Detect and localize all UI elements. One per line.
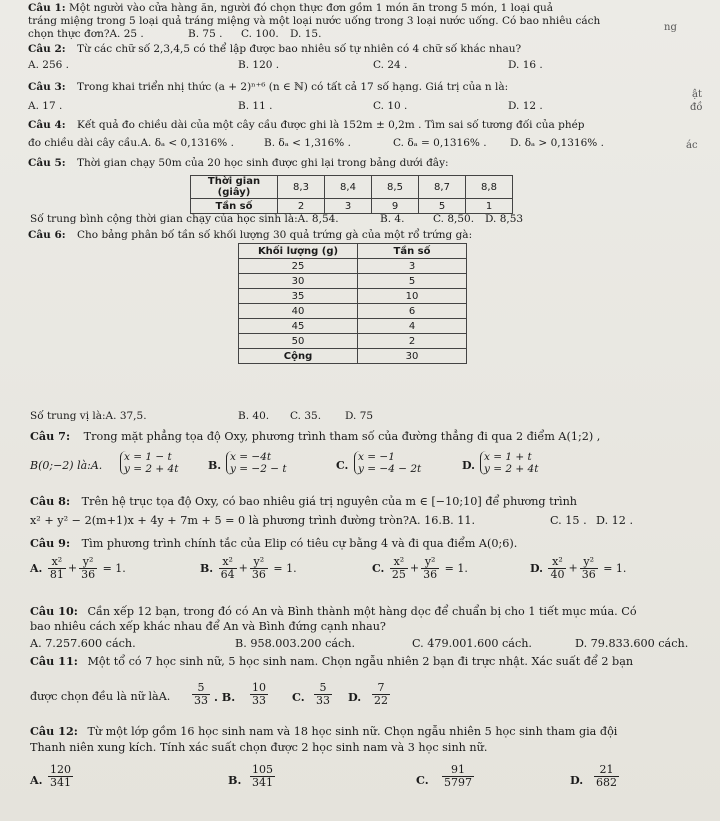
table-header: Thời gian (giây)	[191, 176, 278, 199]
answer-a: A. 256 .	[28, 59, 69, 71]
question-text: Tìm phương trình chính tắc của Elip có tiêu cự bằng 4 và đi qua điểm A(0;6).	[81, 537, 518, 550]
question-label: Câu 3:	[28, 81, 66, 93]
denominator: 81	[49, 568, 64, 581]
question-label: Câu 12:	[30, 724, 78, 738]
question-label: Câu 10:	[30, 604, 78, 618]
answer-d: D. δₐ > 0,1316% .	[510, 137, 604, 149]
table-cell: 9	[372, 199, 419, 214]
question-text: Từ một lớp gồm 16 học sinh nam và 18 học sinh nữ. Chọn ngẫu nhiên 5 học sinh tham gia đội	[87, 725, 618, 738]
question-9	[30, 536, 517, 551]
question-10	[30, 604, 637, 619]
question-text: Một người vào cửa hàng ăn, người đó chọn thực đơn gồm 1 món ăn trong 5 món, 1 loại quả	[68, 2, 554, 14]
answer-c-label: C.	[416, 773, 429, 787]
question-text: tráng miệng trong 5 loại quả tráng miệng và một loại nước uống trong 3 loại nước uống. Có bao nhiêu cách	[28, 15, 601, 27]
equals-one: = 1.	[444, 562, 468, 575]
answer-line	[30, 449, 690, 483]
numerator: 10	[252, 681, 266, 694]
table-cell: 8,3	[278, 176, 325, 199]
answer-c: C. $\frac{\text{x²}}{25}$ + $\frac{\text{y²}}{36}$ = 1.	[372, 555, 468, 581]
answer-b: B. 11 .	[238, 100, 273, 112]
table-cell: 45	[239, 319, 358, 334]
denominator: 22	[374, 694, 388, 707]
numerator: 120	[50, 763, 71, 776]
fraction	[250, 556, 268, 581]
table-cell: 40	[239, 304, 358, 319]
equation: x = −4t	[230, 451, 272, 463]
equals-one: = 1.	[273, 562, 297, 575]
numerator: 105	[252, 763, 273, 776]
question-label: Câu 4:	[28, 119, 66, 131]
margin-note: ật	[692, 89, 702, 100]
fraction	[580, 556, 598, 581]
denominator: 682	[596, 776, 617, 789]
question-label: Câu 9:	[30, 536, 71, 550]
question-text: x² + y² − 2(m+1)x + 4y + 7m + 5 = 0 là phương trình đường tròn?A. 16.B. 11.	[30, 514, 476, 527]
question-12	[30, 724, 617, 739]
equation: y = 2 + 4t	[124, 463, 179, 475]
question-11	[30, 654, 633, 669]
numerator: x²	[48, 556, 66, 569]
question-text: Trên hệ trục tọa độ Oxy, có bao nhiêu giá trị nguyên của m ∈ [−10;10] để phương trình	[81, 495, 577, 508]
equation: y = −4 − 2t	[358, 463, 422, 475]
table-cell: 6	[358, 304, 467, 319]
answer-c: C. 24 .	[373, 59, 408, 71]
equation: x = −1	[358, 451, 395, 463]
denominator: 341	[50, 776, 71, 789]
answer-b: B. 120 .	[238, 59, 280, 71]
answer-a-system	[120, 451, 178, 475]
denominator: 40	[550, 568, 565, 581]
question-text: được chọn đều là nữ làA.	[30, 690, 171, 703]
answer-c: C. 35.	[290, 410, 322, 422]
denominator: 33	[194, 694, 208, 707]
table-cell: 3	[358, 259, 467, 274]
answer-b: B. δₐ < 1,316% .	[264, 137, 351, 149]
table-cell: 2	[278, 199, 325, 214]
answer-c: C. 8,50.	[433, 213, 475, 225]
denominator: 341	[252, 776, 273, 789]
numerator: 21	[594, 764, 619, 777]
equation: x = 1 − t	[124, 451, 172, 463]
numerator: y²	[250, 556, 268, 569]
numerator: y²	[421, 556, 439, 569]
answer-label: C.	[372, 562, 385, 575]
table-cell: 1	[466, 199, 513, 214]
answer-a-fraction	[48, 764, 73, 789]
question-7	[30, 429, 600, 444]
table-cell: Cộng	[239, 349, 358, 364]
question-label: Câu 8:	[30, 494, 71, 508]
question-text: Kết quả đo chiều dài của một cây cầu được ghi là 152m ± 0,2m . Tìm sai số tương đối của phép	[76, 119, 585, 131]
answer-a: Số trung bình cộng thời gian chạy của học sinh là:A. 8,54.	[30, 213, 339, 225]
denominator: 36	[251, 568, 266, 581]
equals-one: = 1.	[102, 562, 126, 575]
table-cell: 30	[358, 349, 467, 364]
question-2	[28, 42, 521, 56]
answer-d-system	[480, 451, 538, 475]
answer-a: A. 17 .	[28, 100, 63, 112]
answer-c-label: C.	[292, 690, 305, 704]
denominator: 36	[81, 568, 96, 581]
margin-note: đồ	[690, 102, 703, 113]
answer-d: D. 8,53	[485, 213, 524, 225]
question-text: Cho bảng phân bố tần số khối lượng 30 quả trứng gà của một rổ trứng gà:	[76, 229, 473, 241]
equation: y = −2 − t	[230, 463, 287, 475]
question-label: Câu 1:	[28, 2, 66, 14]
fraction	[390, 556, 408, 581]
table-header: Khối lượng (g)	[239, 244, 358, 259]
answer-b-label: B.	[208, 459, 222, 472]
fraction	[421, 556, 439, 581]
answer-b: B. 958.003.200 cách.	[235, 637, 356, 650]
answer-a-label: B(0;−2) là:A.	[30, 459, 103, 472]
answer-a: Số trung vị là:A. 37,5.	[30, 410, 147, 422]
denominator: 5797	[444, 776, 472, 789]
answer-d: D. 75	[345, 410, 374, 422]
answer-line	[28, 99, 588, 113]
question-text: Thời gian chạy 50m của 20 học sinh được ghi lại trong bảng dưới đây:	[76, 157, 449, 169]
answer-b: B. 75 .	[188, 28, 223, 40]
numerator: 5	[192, 682, 210, 695]
table-cell: 3	[325, 199, 372, 214]
answer-d: D. 12 .	[508, 100, 543, 112]
table-cell: 30	[239, 274, 358, 289]
answer-d-label: D.	[462, 459, 475, 472]
numerator: 7	[372, 682, 390, 695]
answer-c: C. 479.001.600 cách.	[412, 637, 532, 650]
answer-c-system	[354, 451, 421, 475]
question-8	[30, 494, 577, 509]
answer-c-fraction	[314, 682, 332, 707]
answer-line	[30, 556, 710, 588]
question-4	[28, 118, 585, 132]
table-cell: 35	[239, 289, 358, 304]
question-text: Một tổ có 7 học sinh nữ, 5 học sinh nam. Chọn ngẫu nhiên 2 bạn đi trực nhật. Xác suất để 2 bạn	[87, 655, 634, 668]
answer-c-fraction	[442, 764, 474, 789]
answer-a: A. $\frac{\text{x²}}{81}$ + $\frac{\text{y²}}{36}$ = 1.	[30, 555, 126, 581]
numerator: 5	[314, 682, 332, 695]
answer-line	[30, 514, 634, 528]
answer-b-fraction	[250, 764, 275, 789]
numerator: x²	[548, 556, 566, 569]
question-text: Cần xếp 12 bạn, trong đó có An và Bình thành một hàng dọc để chuẩn bị cho 1 tiết mục múa. Có	[87, 605, 637, 618]
table-cell: 8,8	[466, 176, 513, 199]
question-5	[28, 156, 449, 170]
answer-label: D.	[530, 562, 543, 575]
answer-d: D. 79.833.600 cách.	[575, 637, 689, 650]
answer-line	[30, 637, 710, 651]
answer-line	[28, 136, 628, 150]
question-label: Câu 11:	[30, 654, 78, 668]
numerator: x²	[390, 556, 408, 569]
denominator: 64	[220, 568, 235, 581]
answer-c: C. δₐ = 0,1316% .	[393, 137, 487, 149]
answer-b: B. 40.	[238, 410, 270, 422]
denominator: 36	[581, 568, 596, 581]
equation: x = 1 + t	[484, 451, 532, 463]
fraction	[79, 556, 97, 581]
question-text: Trong mặt phẳng tọa độ Oxy, phương trình tham số của đường thẳng đi qua 2 điểm A(1;2) ,	[83, 430, 601, 443]
question-6	[28, 228, 472, 242]
answer-d: D. 16 .	[508, 59, 543, 71]
answer-line	[30, 764, 710, 798]
answer-label: B.	[200, 562, 214, 575]
question-text: Thanh niên xung kích. Tính xác suất chọn được 2 học sinh nam và 3 học sinh nữ.	[30, 741, 488, 754]
margin-note: ác	[686, 140, 698, 151]
table-header: Tần số	[191, 199, 278, 214]
numerator: y²	[79, 556, 97, 569]
fraction	[548, 556, 566, 581]
question-label: Câu 6:	[28, 229, 66, 241]
answer-line	[30, 682, 710, 714]
answer-d-label: D.	[348, 690, 362, 704]
answer-b-label: . B.	[214, 690, 236, 704]
equation: y = 2 + 4t	[484, 463, 539, 475]
question-3	[28, 80, 508, 94]
answer-d: D. 12 .	[596, 514, 634, 527]
egg-mass-table	[238, 243, 467, 364]
numerator: 91	[442, 764, 474, 777]
table-cell: 8,5	[372, 176, 419, 199]
fraction	[219, 556, 237, 581]
answer-b-system	[226, 451, 287, 475]
answer-d: D. $\frac{\text{x²}}{40}$ + $\frac{\text{y²}}{36}$ = 1.	[530, 555, 627, 581]
denominator: 33	[316, 694, 330, 707]
answer-a: A. 7.257.600 cách.	[30, 637, 136, 650]
answer-c: C. 15 .	[550, 514, 587, 527]
numerator: y²	[580, 556, 598, 569]
answer-a-label: A.	[30, 773, 43, 787]
answer-a: chọn thực đơn?A. 25 .	[28, 28, 144, 40]
time-frequency-table	[190, 175, 513, 214]
answer-b-fraction	[250, 682, 268, 707]
answer-line	[30, 409, 450, 423]
answer-line	[28, 27, 322, 41]
answer-d-fraction	[594, 764, 619, 789]
answer-d-fraction	[372, 682, 390, 707]
table-cell: 8,7	[419, 176, 466, 199]
margin-note: ng	[664, 22, 677, 33]
answer-c: C. 10 .	[373, 100, 408, 112]
numerator: x²	[219, 556, 237, 569]
answer-line	[28, 58, 588, 72]
table-cell: 2	[358, 334, 467, 349]
table-cell: 4	[358, 319, 467, 334]
answer-c-label: C.	[336, 459, 349, 472]
answer-d: D. 15.	[290, 28, 322, 40]
table-cell: 8,4	[325, 176, 372, 199]
answer-b: B. $\frac{\text{x²}}{64}$ + $\frac{\text{y²}}{36}$ = 1.	[200, 555, 297, 581]
question-1	[28, 1, 553, 15]
question-text: Từ các chữ số 2,3,4,5 có thể lập được bao nhiêu số tự nhiên có 4 chữ số khác nhau?	[76, 43, 522, 55]
answer-b-label: B.	[228, 773, 242, 787]
question-label: Câu 2:	[28, 43, 66, 55]
table-cell: 25	[239, 259, 358, 274]
answer-a-fraction	[192, 682, 210, 707]
question-label: Câu 7:	[30, 429, 71, 443]
question-label: Câu 5:	[28, 157, 66, 169]
answer-b: B. 4.	[380, 213, 405, 225]
question-text: Trong khai triển nhị thức (a + 2)ⁿ⁺⁶ (n ∈ ℕ) có tất cả 17 số hạng. Giá trị của n là:	[76, 81, 509, 93]
equals-one: = 1.	[603, 562, 627, 575]
denominator: 33	[252, 694, 266, 707]
answer-d-label: D.	[570, 773, 584, 787]
answer-line	[30, 212, 610, 226]
answer-c: C. 100.	[241, 28, 279, 40]
table-cell: 5	[419, 199, 466, 214]
table-cell: 10	[358, 289, 467, 304]
answer-label: A.	[30, 562, 43, 575]
table-cell: 5	[358, 274, 467, 289]
fraction	[48, 556, 66, 581]
denominator: 25	[391, 568, 406, 581]
table-header: Tần số	[358, 244, 467, 259]
denominator: 36	[423, 568, 438, 581]
answer-a: đo chiều dài cây cầu.A. δₐ < 0,1316% .	[28, 137, 234, 149]
table-cell: 50	[239, 334, 358, 349]
question-text: bao nhiêu cách xếp khác nhau để An và Bình đứng cạnh nhau?	[30, 620, 386, 633]
